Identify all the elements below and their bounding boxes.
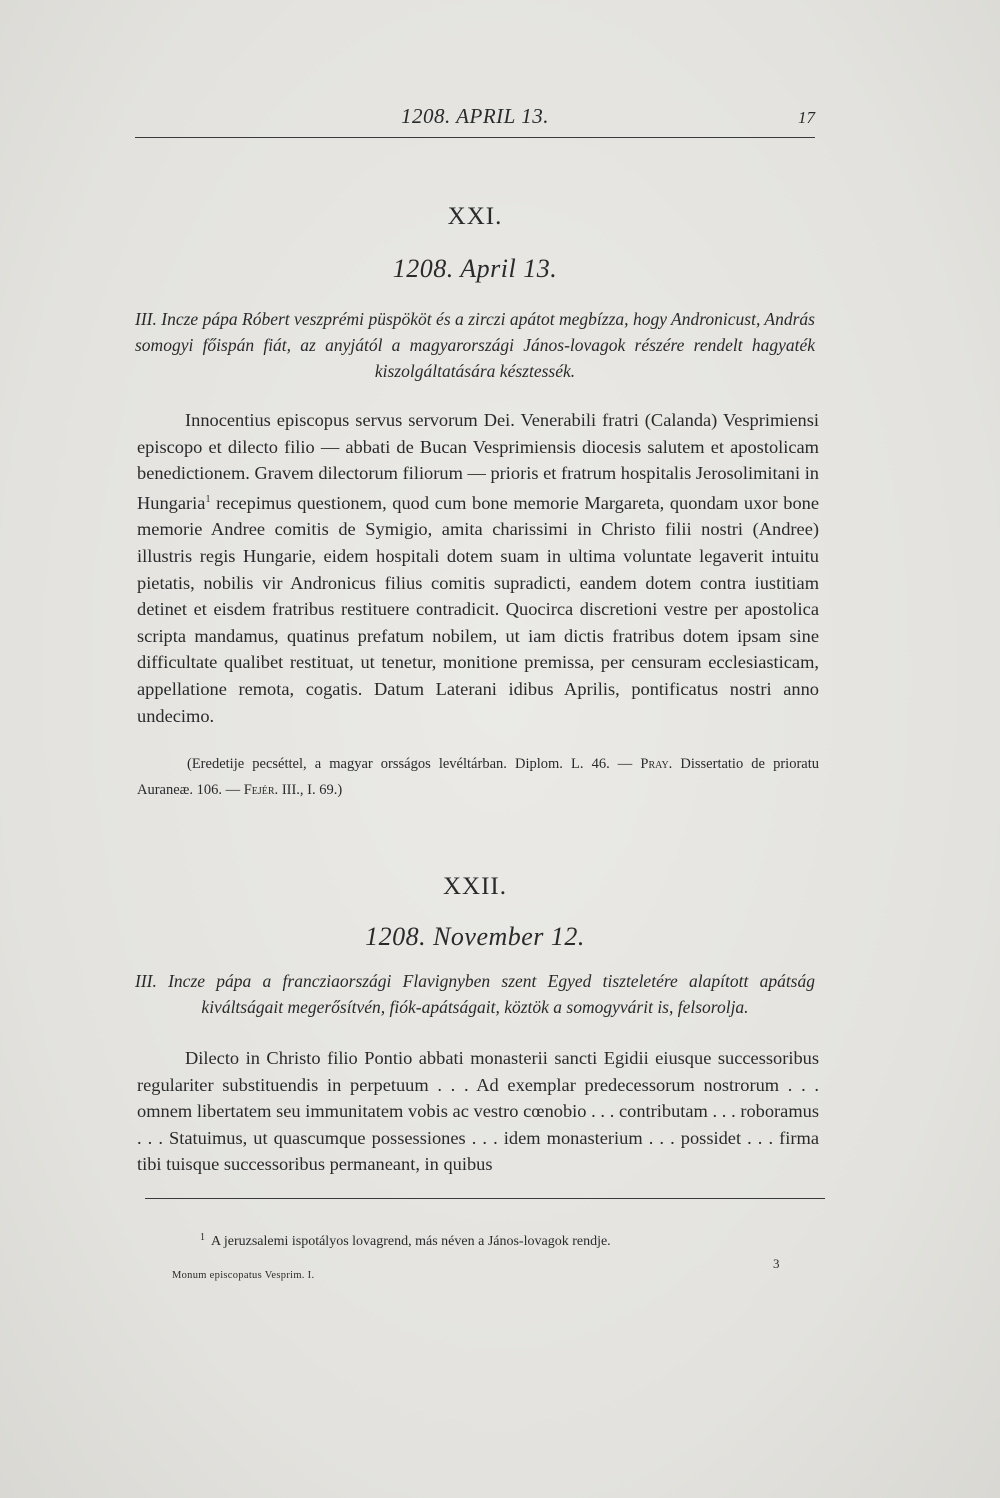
header-rule	[135, 137, 815, 138]
entry-text-part: recepimus questionem, quod cum bone memorie Margareta, quondam uxor bone memorie Andree comitis de Symigio, amita charissimi in Christo filii nostri (Andree) illustris regis Hungarie, eidem hospitali dotem suam in ultima voluntate legaverit intuitu pietatis, nobilis vir Andronicus filius comitis supradicti, eandem dotem contra iustitiam detinet et eisdem fratribus restituere contradicit. Quocirca discretioni vestre per apostolica scripta mandamus, quatinus prefatum nobilem, ut iam dictis fratribus dotem ipsam sine difficultate qualibet restituat, ut tenetur, monitione premissa, per censuram ecclesiasticam, appellatione remota, cogatis. Datum Laterani idibus Aprilis, pontificatus nostri anno undecimo.	[137, 492, 819, 726]
entry-date: 1208. November 12.	[365, 922, 585, 951]
footnote-mark: 1	[200, 1232, 205, 1243]
page-number: 17	[798, 108, 815, 127]
source-author-pray: Pray.	[640, 756, 673, 772]
entry-summary: III. Incze pápa a francziaországi Flavignyben szent Egyed tiszteletére alapított apátság kiváltságait megerősítvén, fiók-apátságait, köztök a somogyvárit is, felsorolja.	[135, 971, 815, 1017]
source-note	[137, 751, 819, 803]
source-note-part: III., I. 69.)	[278, 782, 343, 798]
signature-line: Monum episcopatus Vesprim. I.	[172, 1270, 315, 1281]
footnote-rule	[145, 1198, 825, 1199]
entry-numeral: XXI.	[447, 203, 503, 230]
entry-numeral: XXII.	[442, 873, 507, 900]
entry-text-part: Innocentius episcopus servus servorum Dei. Venerabili fratri (Calanda) Vesprimiensi episcopo et dilecto filio — abbati de Bucan Vesprimiensis diocesis salutem et apostolicam benedictionem. Gravem dilectorum filiorum — prioris et fratrum hospitalis Jerosolimitani in Hungaria	[137, 410, 819, 513]
entry-date: 1208. April 13.	[392, 254, 558, 283]
footnote	[200, 1228, 820, 1252]
entry-text	[137, 407, 819, 729]
running-title: 1208. APRIL 13.	[401, 104, 549, 128]
footnote-text: A jeruzsalemi ispotályos lovagrend, más néven a János-lovagok rendje.	[211, 1234, 611, 1249]
source-note-part: Dissertatio de prioratu Auraneæ. 106. —	[137, 756, 819, 798]
sheet-mark: 3	[773, 1256, 780, 1271]
entry-summary: III. Incze pápa Róbert veszprémi püspököt és a zirczi apátot megbízza, hogy Andronicust, András somogyi főispán fiát, az anyjától a magyarországi János-lovagok részére rendelt hagyaték kiszolgáltatására késztessék.	[135, 309, 815, 381]
source-note-part: (Eredetije pecséttel, a magyar orsságos levéltárban. Diplom. L. 46. —	[187, 756, 641, 772]
running-head	[135, 104, 815, 134]
entry-text: Dilecto in Christo filio Pontio abbati monasterii sancti Egidii eiusque successoribus regulariter substituendis in perpetuum . . . Ad exemplar predecessorum nostrorum . . . omnem libertatem seu immunitatem vobis ac vestro cœnobio . . . contributam . . . roboramus . . . Statuimus, ut quascumque possessiones . . . idem monasterium . . . possidet . . . firma tibi tuisque successoribus permaneant, in quibus	[137, 1048, 819, 1175]
source-author-fejer: Fejér.	[243, 782, 279, 798]
footnote-reference: 1	[205, 493, 211, 505]
